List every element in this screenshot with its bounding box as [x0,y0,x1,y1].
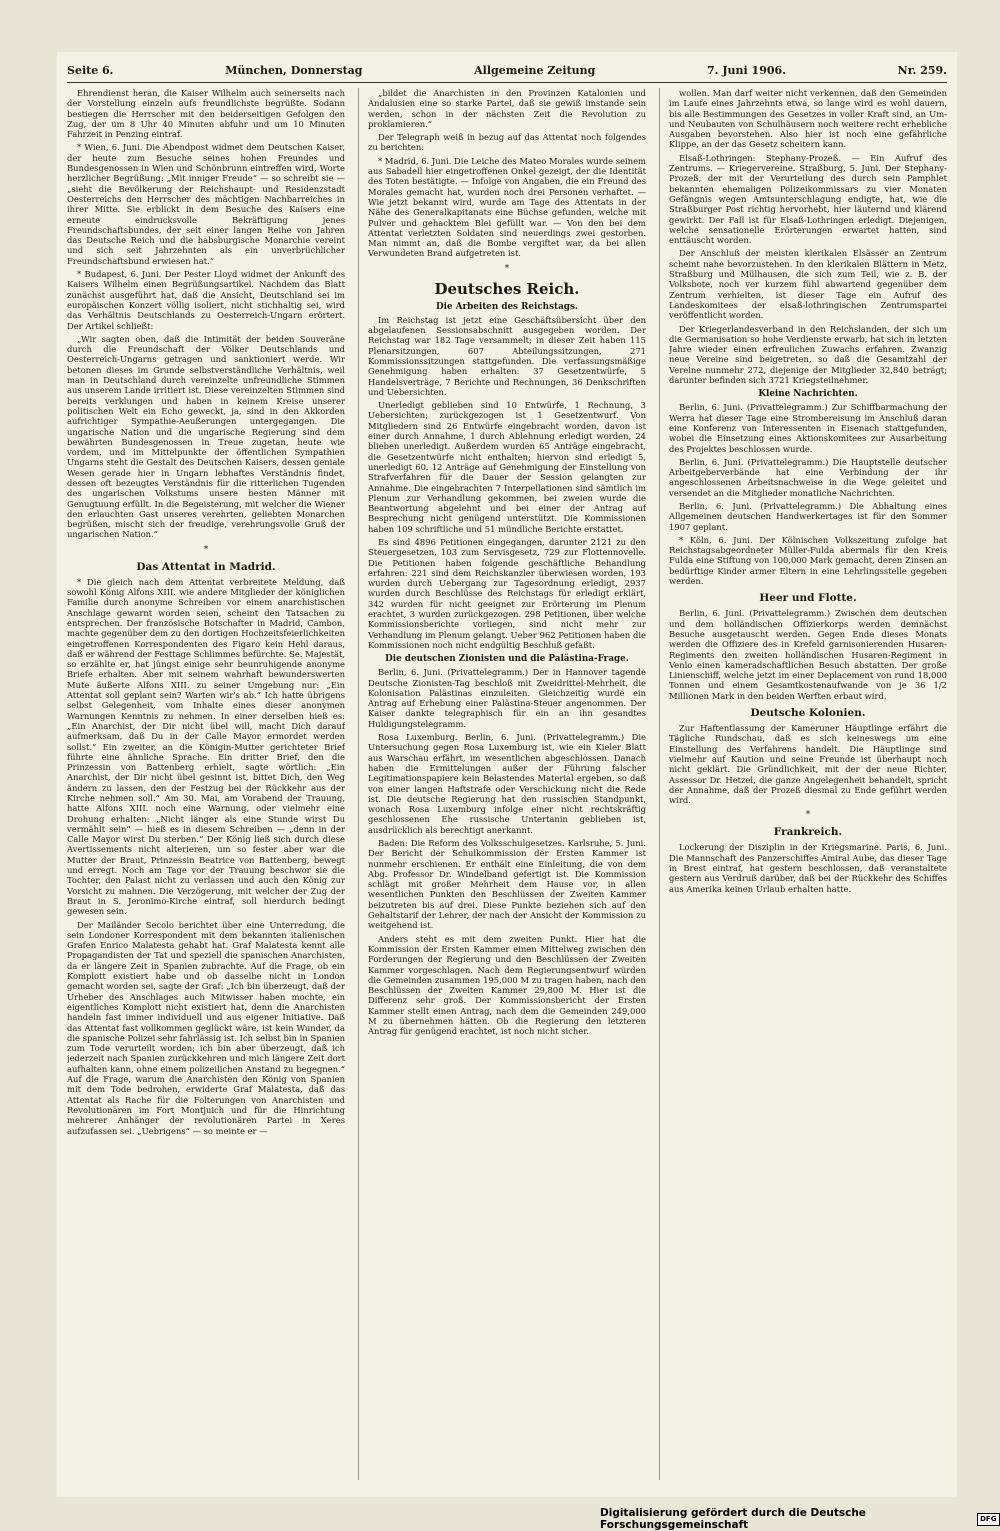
section-heading: Das Attentat in Madrid. [136,560,276,573]
section-heading: Frankreich. [773,826,843,839]
paragraph: Der Kriegerlandesverband in den Reichslanden, der sich um die Germanisation so hohe Verdienste erwarb, hat sich in letzten Jahre wieder einen erfreulichen Zuwachs erfahren. Zwanzig neue Vereine sind beigetreten, so daß die Gesamtzahl der Vereine nunmehr 272, diejenige der Mitglieder 32,840 beträgt; darunter befinden sich 3721 Kriegsteilnehmer. [669,323,947,386]
issue-number: Nr. 259. [897,63,947,77]
paragraph: Der Telegraph weiß in bezug auf das Attentat noch folgendes zu berichten: [368,132,646,153]
paragraph: Berlin, 6. Juni. (Privattelegramm.) Zur Schiffbarmachung der Werra hat dieser Tage eine Strombereisung im Anschluß daran eine Konferenz von Interessenten in Eisenach stattgefunden, wobei die Einsetzung eines Aktionskomitees zur Ausarbeitung des Projektes beschlossen wurde. [669,402,947,454]
subsection-heading: Die deutschen Zionisten und die Palästina-Frage. [385,654,629,665]
issue-date: 7. Juni 1906. [707,63,786,77]
paragraph: Unerledigt geblieben sind 10 Entwürfe, 1 Rechnung, 3 Uebersichten; zurückgezogen ist 1 Gesetzentwurf. Von Mitgliedern sind 26 Entwürfe eingebracht worden, davon ist einer durch Annahme, 1 durch Ablehnung erledigt worden, 24 blieben unerledigt. Außerdem wurden 65 Anträge eingebracht, die Gesetzentwürfe nicht enthalten; hiervon sind erledigt 5, unerledigt 60. 12 Anträge auf Genehmigung der Einstellung von Strafverfahren für die Dauer der Session gelangten zur Annahme. Die eingebrachten 7 Interpellationen sind sämtlich im Plenum zur Verhandlung gekommen, bei zweien wurde die Beantwortung abgelehnt und bei einer der Antrag auf Besprechung nicht genügend unterstützt. Die Kommissionen haben 109 schriftliche und 51 mündliche Berichte erstattet. [368,400,646,534]
subsection-heading: Kleine Nachrichten. [758,389,858,400]
paragraph: Im Reichstag ist jetzt eine Geschäftsübersicht über den abgelaufenen Sessionsabschnitt ausgegeben worden. Der Reichstag war 182 Tage versammelt; in dieser Zeit haben 115 Plenarsitzungen, 607 Abteilungssitzungen, 271 Kommissionssitzungen stattgefunden. Die verfassungsmäßige Genehmigung haben erhalten: 37 Gesetzentwürfe, 5 Handelsverträge, 7 Berichte und Rechnungen, 36 Denkschriften und Uebersichten. [368,314,646,397]
column-divider [659,88,660,1480]
paragraph: * Köln, 6. Juni. Der Kölnischen Volkszeitung zufolge hat Reichstagsabgeordneter Müller-Fulda abermals für den Kreis Fulda eine Stiftung von 100,000 Mark gemacht, deren Zinsen an bedürftige Kinder armer Eltern in eine Lehrlingsstelle gegeben werden. [669,534,947,587]
section-separator: * [203,544,209,555]
paragraph: Elsaß-Lothringen: Stephany-Prozeß. — Ein Aufruf des Zentrums. — Kriegervereine. Straßburg, 5. Juni. Der Stephany-Prozeß, der mit der Verurteilung des durch sein Pamphlet bekannten ehemaligen Polizeikommissars zu vier Monaten Gefängnis wegen Amtsunterschlagung endigte, hat, wie die Straßburger Post richtig hervorhebt, hier läuternd und klärend gewirkt. Der Fall ist für Elsaß-Lothringen erledigt. Diejenigen, welche sensationelle Erörterungen erwartet hatten, sind enttäuscht worden. [669,152,947,246]
section-heading: Deutsche Kolonien. [750,707,866,720]
column-divider [358,88,359,1480]
subsection-heading: Die Arbeiten des Reichstags. [436,301,578,312]
paragraph: Ehrendienst heran, die Kaiser Wilhelm auch seinerseits nach der Vorstellung einzeln aufs freundlichste begrüßte. Sodann bestiegen die Herrscher mit den beiderseitigen Gefolgen den Zug, der um 8 Uhr 40 Minuten abfuhr und um 10 Minuten Fahrzeit in Penzing eintraf. [67,88,345,140]
paragraph: * Die gleich nach dem Attentat verbreitete Meldung, daß sowohl König Alfons XIII. wie andere Mitglieder der königlichen Familie durch anonyme Schreiben vor einem anarchistischen Anschlage gewarnt worden seien, scheint den Tatsachen zu entsprechen. Der französische Botschafter in Madrid, Cambon, machte gegenüber dem zu den dortigen Hochzeitsfeierlichkeiten eingetroffenen Korrespondenten des Figaro kein Hehl daraus, daß er während der Festtage Schlimmes befürchte. Se. Majestät, so erzählte er, hat jüngst einige sehr beunruhigende anonyme Briefe erhalten. Aber mit seinem wahrhaft bewunderswerten Mute äußerte Alfons XIII. zu seiner Umgebung nur: „Ein Attentat soll geplant sein? Warten wir's ab.“ Ich hatte übrigens selbst Gelegenheit, vom Inhalte eines dieser anonymen Warnungen Kenntnis zu nehmen. In einer derselben hieß es: „Ein Anarchist, der Dir nicht übel will, macht Dich darauf aufmerksam, daß Du in der Calle Mayor ermordet werden sollst.“ Ein zweiter, an die Königin-Mutter gerichteter Brief führte eine ähnliche Sprache. Ein dritter Brief, den die Prinzessin von Battenberg erhielt, sagte wörtlich: „Ein Anarchist, der Dir nicht übel gesinnt ist, bittet Dich, den Weg ändern zu lassen, den der Festzug bei der Rückkehr aus der Kirche nehmen soll.“ Am 30. Mai, am Vorabend der Trauung, hatte Alfons XIII. noch eine Warnung, oder vielmehr eine Drohung erhalten: „Nicht länger als eine Stunde wirst Du vermählt sein“ — hieß es in diesem Schreiben — „denn in der Calle Mayor wirst Du sterben.“ Der König ließ sich durch diese Avertissements nicht alterieren, um so fester aber war die Mutter der Braut, Prinzessin Beatrice von Battenberg, bewegt und erregt. Noch am Tage vor der Trauung beschwor sie die Tochter, den Palast nicht zu verlassen und auch den König zur Vorsicht zu mahnen. Die Verzögerung, mit welcher der Zug der Braut in S. Jeronimo-Kirche eintraf, soll hierdurch bedingt gewesen sein. [67,576,345,917]
paragraph: Es sind 4896 Petitionen eingegangen, darunter 2121 zu den Steuergesetzen, 103 zum Servisgesetz, 729 zur Flottennovelle. Die Petitionen haben folgende geschäftliche Behandlung erfahren: 221 sind dem Reichskanzler überwiesen worden, 193 wurden durch Uebergang zur Tagesordnung erledigt, 2937 wurden durch Beschlüsse des Reichstags für erledigt erklärt, 342 wurden für nicht geeignet zur Erörterung im Plenum erachtet, 3 wurden zurückgezogen. 298 Petitionen, über welche Kommissionsberichte vorliegen, sind nicht mehr zur Verhandlung im Plenum gelangt. Ueber 962 Petitionen haben die Kommissionen noch nicht endgültig Beschluß gefaßt. [368,536,646,650]
column-1 [67,88,345,1480]
newspaper-title: Allgemeine Zeitung [474,63,596,77]
paragraph: wollen. Man darf weiter nicht verkennen, daß den Gemeinden im Laufe eines Jahrzehnts etwa, so lange wird es wohl dauern, bis alle Bestimmungen des Gesetzes in voller Kraft sind, an Um- und Neubauten von Schulhäusern noch weitere recht erhebliche Ausgaben bevorstehen. Also hier ist noch eine gefährliche Klippe, an der das Gesetz scheitern kann. [669,88,947,150]
paragraph: Lockerung der Disziplin in der Kriegsmarine. Paris, 6. Juni. Die Mannschaft des Panzerschiffes Amiral Aube, das dieser Tage in Brest eintraf, hat gestern beschlossen, daß veranstaltete gestern aus Verdruß darüber, daß bei der Rückkehr des Schiffes aus Amerika keinen Urlaub erhalten hatte. [669,842,947,894]
page-header [67,60,947,80]
paragraph: * Wien, 6. Juni. Die Abendpost widmet dem Deutschen Kaiser, der heute zum Besuche seines hohen Freundes und Bundesgenossen in Wien und Schönbrunn eintreffen wird, Worte herzlicher Begrüßung: „Mit inniger Freude“ — so schreibt sie — „sieht die Bevölkerung der Reichshaupt- und Residenzstadt Oesterreichs den Herrscher des mächtigen Nachbarreiches in ihrer Mitte. Sie erblickt in dem Besuche des Kaisers eine erneute eindrucksvolle Bekräftigung jenes Freundschaftsbundes, der seit einer langen Reihe von Jahren das Deutsche Reich und die habsburgische Monarchie vereint und sich seit Jahrzehnten als ein unverbrüchlicher Freundschaftsbund erwiesen hat.“ [67,142,345,266]
place-date: München, Donnerstag [225,63,363,77]
section-separator: * [805,810,811,821]
paragraph: „Wir sagten oben, daß die Intimität der beiden Souveräne durch die Freundschaft der Völker Deutschlands und Oesterreich-Ungarns getragen und sanktioniert werde. Wir betonen dieses im Grunde selbstverständliche Verhältnis, weil man in Deutschland durch vereinzelte unfreundliche Stimmen aus unserem Lande irritiert ist. Diese vereinzelten Stimmen sind bereits verklungen und haben in keinem Kreise unserer politischen Welt ein Echo geweckt, ja, sind in den Akkorden aufrichtiger Sympathie-Aeußerungen untergegangen. Die ungarische Nation und die ungarische Regierung sind dem bewährten Bundesgenossen in Treue zugetan, heute wie vordem, und im Mittelpunkte der öffentlichen Sympathien Ungarns steht die Gestalt des Deutschen Kaisers, dessen geniale Wesen gerade hier in Ungarn lebhaftes Verständnis findet, dessen oft bezeugtes Verständnis für die ritterlichen Tugenden des ungarischen Volkstums unsere besten Männer mit Genugtuung erfüllt. In die Begeisterung, mit welcher die Wiener den erlauchten Gast unseres verehrten, geliebten Monarchen begrüßen, mischt sich der freudige, verehrungsvolle Gruß der ungarischen Nation.“ [67,333,345,540]
section-separator: * [504,263,510,274]
paragraph: Der Mailänder Secolo berichtet über eine Unterredung, die sein Londoner Korrespondent mit dem bekannten italienischen Grafen Enrico Malatesta gehabt hat. Graf Malatesta kennt alle Propagandisten der Tat und speziell die spanischen Anarchisten, da er längere Zeit in Spanien zubrachte. Auf die Frage, ob ein Komplott existiert habe und ob dasselbe nicht in London gemacht worden sei, sagte der Graf: „Ich bin überzeugt, daß der Urheber des Anschlages auch Mitwisser haben mochte, ein eigentliches Komplott nicht existiert hat, denn die Anarchisten handeln fast immer individuell und aus eigener Initiative. Daß das Attentat fast vollkommen geglückt wäre, ist kein Wunder, da die spanische Polizei sehr fahrlässig ist. Ich selbst bin in Spanien zum Tode verurteilt worden; ich bin aber überzeugt, daß ich jederzeit nach Spanien zurückkehren und mich längere Zeit dort aufhalten kann, ohne einem polizeilichen Anstand zu begegnen.“ Auf die Frage, warum die Anarchisten den König von Spanien mit dem Tode bedrohen, erwiderte Graf Malatesta, daß das Attentat als Rache für die Folterungen von Anarchisten und Revolutionären im Fort Montjuich und für die Hinrichtung mehrerer Anhänger der revolutionären Partei in Xeres aufzufassen sei. „Uebrigens“ — so meinte er — [67,919,345,1136]
paragraph: Berlin, 6. Juni. (Privattelegramm.) Zwischen dem deutschen und dem holländischen Offizierkorps werden demnächst Besuche ausgetauscht werden. Gegen Ende dieses Monats werden die Offiziere des in Krefeld garnisonierenden Husaren-Regiments den zweiten holländischen Husaren-Regiment in Venlo einen kameradschaftlichen Besuch abstatten. Der große Linienschiff, welche jetzt im einer Deplacement von rund 18,000 Tonnen und einem Gesamtkostenaufwande von je 36 1/2 Millionen Mark in den beiden Werften erbaut wird. [669,608,947,701]
paragraph: * Budapest, 6. Juni. Der Pester Lloyd widmet der Ankunft des Kaisers Wilhelm einen Begrüßungsartikel. Nachdem das Blatt zunächst ausgeführt hat, daß die Ansicht, Deutschland sei im europäischen Konzert völlig isoliert, nicht stichhaltig sei, wird das Verhältnis Deutschlands zu Oesterreich-Ungarn erörtert. Der Artikel schließt: [67,269,345,331]
paragraph: Berlin, 6. Juni. (Privattelegramm.) Die Abhaltung eines Allgemeinen deutschen Handwerkertages ist für den Sommer 1907 geplant. [669,500,947,532]
column-2 [368,88,646,1480]
paragraph: Rosa Luxemburg. Berlin, 6. Juni. (Privattelegramm.) Die Untersuchung gegen Rosa Luxemburg ist, wie ein Kieler Blatt aus Warschau erfährt, im wesentlichen abgeschlossen. Danach haben die Ermittelungen außer der Führung falscher Legitimationspapiere kein Belastendes Material ergeben, so daß von einer langen Haftstrafe oder Verschickung nicht die Rede ist. Die deutsche Regierung hat den russischen Standpunkt, wonach Rosa Luxemburg infolge einer nicht rechtskräftig geschlossenen Ehe russische Untertanin geblieben ist, ausdrücklich als berechtigt anerkannt. [368,732,646,835]
paragraph: Berlin, 6. Juni. (Privattelegramm.) Die Hauptstelle deutscher Arbeitgeberverbände hat eine Verbindung der ihr angeschlossenen Arbeitsnachweise in die Wege geleitet und versendet an die Mitglieder monatliche Nachrichten. [669,456,947,498]
paragraph: Der Anschluß der meisten klerikalen Elsässer an Zentrum scheint nahe bevorzustehen. In den klerikalen Blättern in Metz, Straßburg und Mülhausen, die sich zum Teil, wie z. B. der Volksbote, noch vor kurzem fühl abwartend gegenüber dem Zentrum verhielten, ist dieser Tage ein Aufruf des Landeskomitees der elsaß-lothringischen Zentrumspartei veröffentlicht worden. [669,248,947,321]
paragraph: Zur Haftentlassung der Kameruner Häuptlinge erfährt die Tägliche Rundschau, daß es sich keineswegs um eine Einstellung des Verfahrens handelt. Die Häuptlinge sind vielmehr auf Kaution und seine Freunde ist überhaupt noch nicht geklärt. Die Gründlichkeit, mit der der neue Richter, Assessor Dr. Hetzel, die ganze Angelegenheit behandelt, spricht der Annahme, daß der Prozeß diesmal zu Ende geführt werden wird. [669,723,947,806]
dfg-logo-icon: DFG [977,1513,1000,1526]
newspaper-page [57,52,957,1497]
paragraph: Baden: Die Reform des Volksschulgesetzes. Karlsruhe, 5. Juni. Der Bericht der Schulkommission der Ersten Kammer ist nunmehr erschienen. Er enthält eine Einleitung, die von dem Abg. Professor Dr. Windelband gefertigt ist. Die Kommission schlägt mit großer Mehrheit dem Hause vor, in allen wesentlichen Punkten den Beschlüssen der Zweiten Kammer beizutreten bis auf drei. Diese Punkte beziehen sich auf den Gehaltstarif der Lehrer, der nach der Ansicht der Kommission zu weitgehend ist. [368,838,646,931]
section-heading: Deutsches Reich. [434,279,580,298]
paragraph: * Madrid, 6. Juni. Die Leiche des Mateo Morales wurde seinem aus Sabadell hier eingetroffenen Onkel gezeigt, der die Identität des Toten bestätigte. — Infolge von Angaben, die ein Freund des Morales gemacht hat, wurden noch drei Personen verhaftet. — Wie jetzt bekannt wird, wurde am Tage des Attentats in der Nähe des Generalkapitanats eine Büchse gefunden, welche mit Pulver und gehacktem Blei gefüllt war. — Von den bei dem Attentat verletzten Soldaten sind neuerdings zwei gestorben. Man nimmt an, daß die Bombe vergiftet war, da bei allen Verwundeten Brand aufgetreten ist. [368,155,646,259]
credit-text: Digitalisierung gefördert durch die Deutsche Forschungsgemeinschaft [600,1507,866,1531]
paragraph: „bildet die Anarchisten in den Provinzen Katalonien und Andalusien eine so starke Partei, daß sie gewiß imstande sein werden, schon in der nächsten Zeit die Revolution zu proklamieren.“ [368,88,646,129]
section-heading: Heer und Flotte. [759,592,857,605]
digitization-credit [600,1507,1000,1531]
header-rule [67,82,947,83]
column-3 [669,88,947,1480]
paragraph: Anders steht es mit dem zweiten Punkt. Hier hat die Kommission der Ersten Kammer einen Mittelweg zwischen den Forderungen der Regierung und den Beschlüssen der Zweiten Kammer vorgeschlagen. Nach dem Regierungsentwurf würden die Gemeinden zusammen 195,000 M zu tragen haben, nach den Beschlüssen der Zweiten Kammer 29,800 M. Hier ist die Differenz sehr groß. Der Kommissionsbericht der Ersten Kammer stellt einen Antrag, nach dem die Gemeinden 249,000 M zu übernehmen hätten. Ob die Regierung den letzteren Antrag für genügend erachtet, ist noch nicht sicher. [368,933,646,1037]
paragraph: Berlin, 6. Juni. (Privattelegramm.) Der in Hannover tagende Deutsche Zionisten-Tag beschloß mit Zweidrittel-Mehrheit, die Kolonisation Palästinas einzuleiten. Gleichzeitig wurde ein Antrag auf Erhebung einer Palästina-Steuer angenommen. Der Kaiser dankte telegraphisch für ein an ihn gesandtes Huldigungstelegramm. [368,667,646,729]
page-number: Seite 6. [67,63,114,77]
